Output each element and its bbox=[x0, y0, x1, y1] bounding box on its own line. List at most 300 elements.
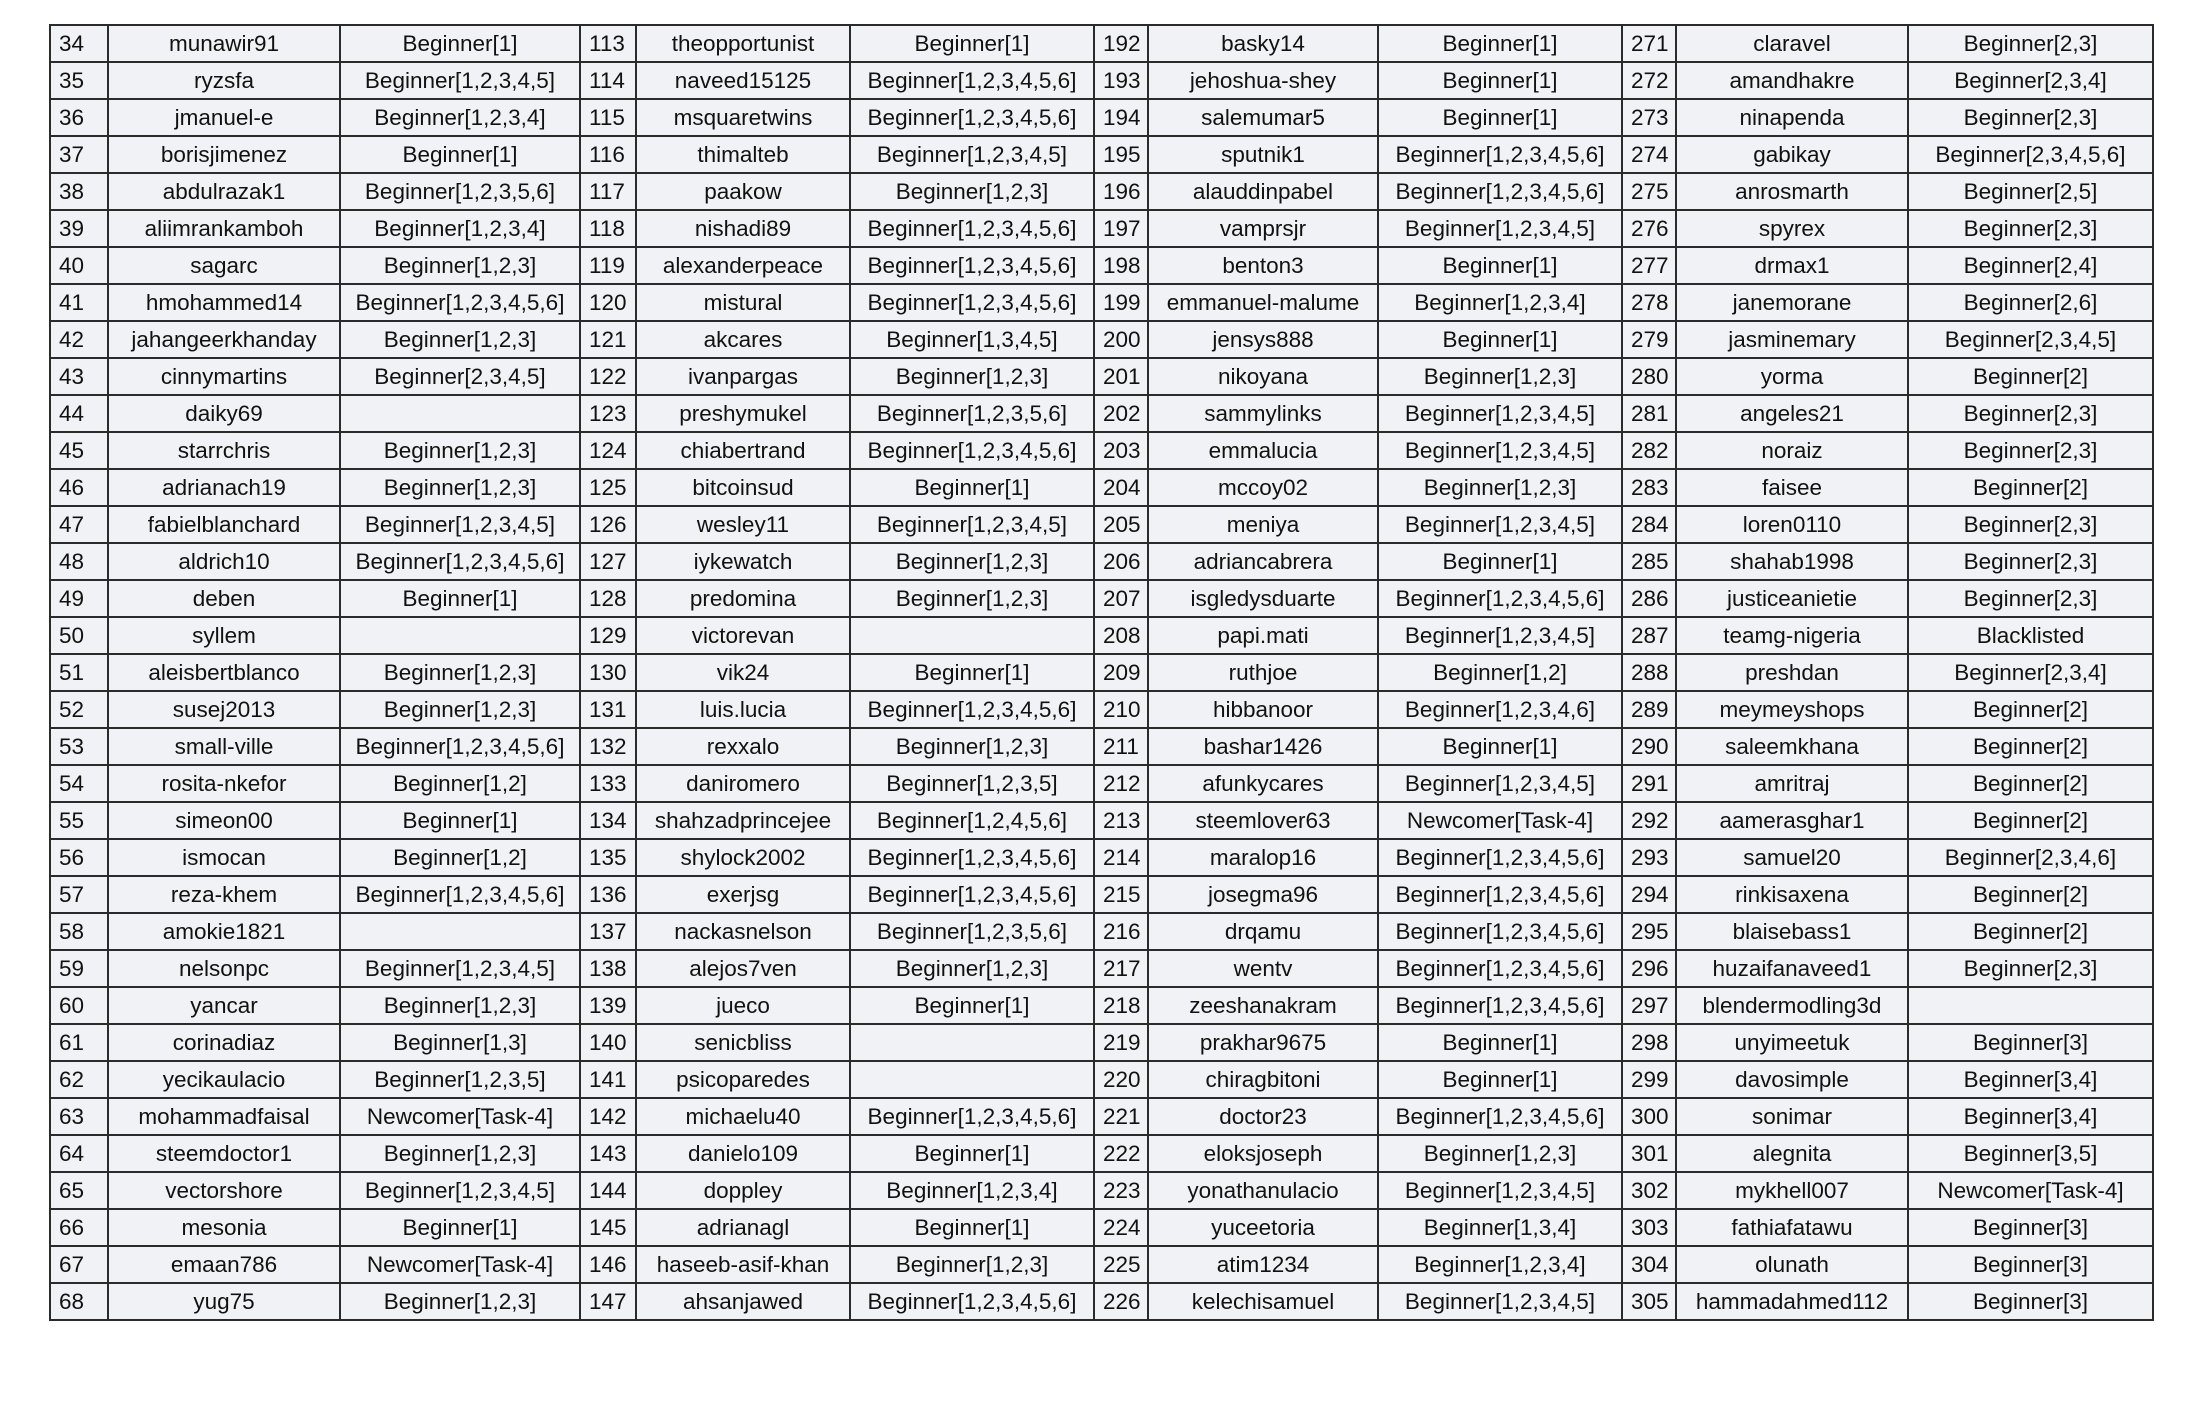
level-status-cell: Beginner[1,2,3,4,5,6] bbox=[850, 284, 1094, 321]
username-cell: ryzsfa bbox=[108, 62, 340, 99]
username-cell: bitcoinsud bbox=[636, 469, 850, 506]
username-cell: nelsonpc bbox=[108, 950, 340, 987]
entry-number-cell: 51 bbox=[50, 654, 108, 691]
entry-number-cell: 288 bbox=[1622, 654, 1676, 691]
entry-number-cell: 36 bbox=[50, 99, 108, 136]
entry-number-cell: 56 bbox=[50, 839, 108, 876]
entry-number-cell: 114 bbox=[580, 62, 636, 99]
level-status-cell: Beginner[1,2,3,4,5,6] bbox=[850, 247, 1094, 284]
entry-number-cell: 282 bbox=[1622, 432, 1676, 469]
entry-number-cell: 141 bbox=[580, 1061, 636, 1098]
entry-number-cell: 281 bbox=[1622, 395, 1676, 432]
username-cell: loren0110 bbox=[1676, 506, 1908, 543]
entry-number-cell: 209 bbox=[1094, 654, 1148, 691]
level-status-cell: Beginner[3] bbox=[1908, 1283, 2153, 1320]
level-status-cell: Beginner[1,3,4] bbox=[1378, 1209, 1622, 1246]
username-cell: aliimrankamboh bbox=[108, 210, 340, 247]
entry-number-cell: 113 bbox=[580, 25, 636, 62]
username-cell: mohammadfaisal bbox=[108, 1098, 340, 1135]
level-status-cell: Beginner[1,2,3] bbox=[850, 950, 1094, 987]
username-cell: eloksjoseph bbox=[1148, 1135, 1378, 1172]
entry-number-cell: 125 bbox=[580, 469, 636, 506]
level-status-cell: Beginner[2,3] bbox=[1908, 543, 2153, 580]
username-cell: nishadi89 bbox=[636, 210, 850, 247]
username-cell: mccoy02 bbox=[1148, 469, 1378, 506]
username-cell: reza-khem bbox=[108, 876, 340, 913]
username-cell: bashar1426 bbox=[1148, 728, 1378, 765]
level-status-cell: Beginner[2,3] bbox=[1908, 432, 2153, 469]
username-cell: faisee bbox=[1676, 469, 1908, 506]
entry-number-cell: 55 bbox=[50, 802, 108, 839]
username-cell: steemlover63 bbox=[1148, 802, 1378, 839]
username-cell: hammadahmed112 bbox=[1676, 1283, 1908, 1320]
entry-number-cell: 38 bbox=[50, 173, 108, 210]
entry-number-cell: 65 bbox=[50, 1172, 108, 1209]
level-status-cell bbox=[1908, 987, 2153, 1024]
level-status-cell: Beginner[1,2,3,4,5] bbox=[1378, 1172, 1622, 1209]
table-row bbox=[50, 469, 2153, 506]
level-status-cell: Beginner[1,2,3,4,5] bbox=[1378, 432, 1622, 469]
level-status-cell: Beginner[2,3] bbox=[1908, 580, 2153, 617]
username-cell: jueco bbox=[636, 987, 850, 1024]
entry-number-cell: 216 bbox=[1094, 913, 1148, 950]
table-row bbox=[50, 876, 2153, 913]
level-status-cell bbox=[850, 1061, 1094, 1098]
table-body bbox=[50, 25, 2153, 1320]
username-cell: papi.mati bbox=[1148, 617, 1378, 654]
username-cell: isgledysduarte bbox=[1148, 580, 1378, 617]
level-status-cell: Beginner[2,3,4,5] bbox=[340, 358, 580, 395]
username-cell: aleisbertblanco bbox=[108, 654, 340, 691]
username-cell: maralop16 bbox=[1148, 839, 1378, 876]
table-row bbox=[50, 580, 2153, 617]
username-cell: yorma bbox=[1676, 358, 1908, 395]
entry-number-cell: 115 bbox=[580, 99, 636, 136]
entry-number-cell: 291 bbox=[1622, 765, 1676, 802]
entry-number-cell: 203 bbox=[1094, 432, 1148, 469]
level-status-cell: Beginner[1,2,3] bbox=[850, 1246, 1094, 1283]
username-cell: fabielblanchard bbox=[108, 506, 340, 543]
table-row bbox=[50, 1024, 2153, 1061]
level-status-cell: Beginner[1,2,3] bbox=[340, 1283, 580, 1320]
level-status-cell: Beginner[1,2,3,5] bbox=[850, 765, 1094, 802]
entry-number-cell: 122 bbox=[580, 358, 636, 395]
entry-number-cell: 40 bbox=[50, 247, 108, 284]
entry-number-cell: 296 bbox=[1622, 950, 1676, 987]
entry-number-cell: 52 bbox=[50, 691, 108, 728]
entry-number-cell: 224 bbox=[1094, 1209, 1148, 1246]
level-status-cell: Beginner[1,2,3,4,5,6] bbox=[850, 99, 1094, 136]
level-status-cell: Beginner[1,2,3,4,5] bbox=[1378, 1283, 1622, 1320]
entry-number-cell: 41 bbox=[50, 284, 108, 321]
level-status-cell: Beginner[1,2,3,4,5,6] bbox=[850, 876, 1094, 913]
table-row bbox=[50, 1283, 2153, 1320]
level-status-cell: Beginner[2] bbox=[1908, 876, 2153, 913]
username-cell: alexanderpeace bbox=[636, 247, 850, 284]
level-status-cell: Beginner[1,2,3] bbox=[1378, 358, 1622, 395]
entry-number-cell: 197 bbox=[1094, 210, 1148, 247]
username-cell: adriancabrera bbox=[1148, 543, 1378, 580]
level-status-cell: Beginner[2] bbox=[1908, 913, 2153, 950]
level-status-cell: Beginner[2] bbox=[1908, 469, 2153, 506]
username-cell: borisjimenez bbox=[108, 136, 340, 173]
entry-number-cell: 124 bbox=[580, 432, 636, 469]
entry-number-cell: 294 bbox=[1622, 876, 1676, 913]
entry-number-cell: 201 bbox=[1094, 358, 1148, 395]
entry-number-cell: 129 bbox=[580, 617, 636, 654]
entry-number-cell: 42 bbox=[50, 321, 108, 358]
level-status-cell: Beginner[3] bbox=[1908, 1246, 2153, 1283]
username-cell: senicbliss bbox=[636, 1024, 850, 1061]
username-cell: claravel bbox=[1676, 25, 1908, 62]
entry-number-cell: 143 bbox=[580, 1135, 636, 1172]
username-cell: nackasnelson bbox=[636, 913, 850, 950]
level-status-cell: Beginner[1,2,3] bbox=[340, 432, 580, 469]
username-cell: nikoyana bbox=[1148, 358, 1378, 395]
entry-number-cell: 35 bbox=[50, 62, 108, 99]
level-status-cell: Beginner[1,2,3,4,5,6] bbox=[1378, 580, 1622, 617]
username-cell: amokie1821 bbox=[108, 913, 340, 950]
level-status-cell: Beginner[1,2,3,5,6] bbox=[340, 173, 580, 210]
entry-number-cell: 211 bbox=[1094, 728, 1148, 765]
entry-number-cell: 286 bbox=[1622, 580, 1676, 617]
username-cell: jahangeerkhanday bbox=[108, 321, 340, 358]
table-row bbox=[50, 506, 2153, 543]
level-status-cell: Beginner[1,2,3] bbox=[340, 321, 580, 358]
entry-number-cell: 219 bbox=[1094, 1024, 1148, 1061]
level-status-cell: Beginner[1,2,3] bbox=[340, 469, 580, 506]
username-cell: msquaretwins bbox=[636, 99, 850, 136]
entry-number-cell: 66 bbox=[50, 1209, 108, 1246]
username-cell: ruthjoe bbox=[1148, 654, 1378, 691]
username-cell: kelechisamuel bbox=[1148, 1283, 1378, 1320]
entry-number-cell: 45 bbox=[50, 432, 108, 469]
entry-number-cell: 303 bbox=[1622, 1209, 1676, 1246]
username-cell: exerjsg bbox=[636, 876, 850, 913]
level-status-cell: Beginner[1,2,3,4,5,6] bbox=[850, 839, 1094, 876]
entry-number-cell: 284 bbox=[1622, 506, 1676, 543]
level-status-cell: Beginner[1,2,3,4,5,6] bbox=[340, 728, 580, 765]
entry-number-cell: 134 bbox=[580, 802, 636, 839]
entry-number-cell: 133 bbox=[580, 765, 636, 802]
level-status-cell: Beginner[1,2,3,4,5,6] bbox=[850, 432, 1094, 469]
level-status-cell: Newcomer[Task-4] bbox=[340, 1246, 580, 1283]
username-cell: abdulrazak1 bbox=[108, 173, 340, 210]
level-status-cell: Blacklisted bbox=[1908, 617, 2153, 654]
participant-table bbox=[49, 24, 2154, 1321]
entry-number-cell: 222 bbox=[1094, 1135, 1148, 1172]
username-cell: drmax1 bbox=[1676, 247, 1908, 284]
level-status-cell: Beginner[1,2] bbox=[340, 765, 580, 802]
username-cell: wesley11 bbox=[636, 506, 850, 543]
username-cell: afunkycares bbox=[1148, 765, 1378, 802]
entry-number-cell: 278 bbox=[1622, 284, 1676, 321]
username-cell: ivanpargas bbox=[636, 358, 850, 395]
table-row bbox=[50, 99, 2153, 136]
level-status-cell: Beginner[1] bbox=[850, 25, 1094, 62]
level-status-cell: Beginner[1,2,3] bbox=[340, 987, 580, 1024]
level-status-cell: Beginner[1,2,3,4,5] bbox=[1378, 210, 1622, 247]
level-status-cell: Beginner[2] bbox=[1908, 802, 2153, 839]
username-cell: alegnita bbox=[1676, 1135, 1908, 1172]
username-cell: psicoparedes bbox=[636, 1061, 850, 1098]
level-status-cell: Beginner[1,2,3,4,5,6] bbox=[1378, 839, 1622, 876]
entry-number-cell: 127 bbox=[580, 543, 636, 580]
level-status-cell: Beginner[2,5] bbox=[1908, 173, 2153, 210]
table-row bbox=[50, 728, 2153, 765]
username-cell: salemumar5 bbox=[1148, 99, 1378, 136]
username-cell: jmanuel-e bbox=[108, 99, 340, 136]
entry-number-cell: 118 bbox=[580, 210, 636, 247]
entry-number-cell: 57 bbox=[50, 876, 108, 913]
level-status-cell: Beginner[1,2,3] bbox=[850, 580, 1094, 617]
username-cell: blendermodling3d bbox=[1676, 987, 1908, 1024]
table-row bbox=[50, 210, 2153, 247]
level-status-cell: Beginner[1] bbox=[340, 25, 580, 62]
entry-number-cell: 123 bbox=[580, 395, 636, 432]
entry-number-cell: 117 bbox=[580, 173, 636, 210]
level-status-cell: Beginner[1] bbox=[1378, 1024, 1622, 1061]
entry-number-cell: 298 bbox=[1622, 1024, 1676, 1061]
level-status-cell: Beginner[1,2,3,4,5,6] bbox=[1378, 913, 1622, 950]
entry-number-cell: 301 bbox=[1622, 1135, 1676, 1172]
table-row bbox=[50, 136, 2153, 173]
level-status-cell: Beginner[1] bbox=[850, 654, 1094, 691]
entry-number-cell: 47 bbox=[50, 506, 108, 543]
level-status-cell: Beginner[1,2,3,4,5] bbox=[1378, 617, 1622, 654]
entry-number-cell: 280 bbox=[1622, 358, 1676, 395]
level-status-cell: Beginner[1,2,3] bbox=[340, 1135, 580, 1172]
entry-number-cell: 276 bbox=[1622, 210, 1676, 247]
level-status-cell: Beginner[1,2,3] bbox=[340, 247, 580, 284]
entry-number-cell: 193 bbox=[1094, 62, 1148, 99]
level-status-cell bbox=[340, 395, 580, 432]
username-cell: unyimeetuk bbox=[1676, 1024, 1908, 1061]
username-cell: basky14 bbox=[1148, 25, 1378, 62]
username-cell: daniromero bbox=[636, 765, 850, 802]
entry-number-cell: 48 bbox=[50, 543, 108, 580]
level-status-cell: Beginner[1] bbox=[340, 802, 580, 839]
level-status-cell: Beginner[1,2,3,4,5,6] bbox=[850, 1098, 1094, 1135]
username-cell: corinadiaz bbox=[108, 1024, 340, 1061]
entry-number-cell: 204 bbox=[1094, 469, 1148, 506]
table-row bbox=[50, 1246, 2153, 1283]
entry-number-cell: 59 bbox=[50, 950, 108, 987]
username-cell: benton3 bbox=[1148, 247, 1378, 284]
entry-number-cell: 34 bbox=[50, 25, 108, 62]
level-status-cell: Beginner[1,2,3,4,5,6] bbox=[1378, 876, 1622, 913]
level-status-cell: Beginner[3] bbox=[1908, 1024, 2153, 1061]
entry-number-cell: 54 bbox=[50, 765, 108, 802]
entry-number-cell: 126 bbox=[580, 506, 636, 543]
level-status-cell: Beginner[2,3] bbox=[1908, 395, 2153, 432]
level-status-cell: Beginner[1,2,3,4,5,6] bbox=[1378, 173, 1622, 210]
level-status-cell: Beginner[1,2,3,4,5] bbox=[850, 136, 1094, 173]
username-cell: teamg-nigeria bbox=[1676, 617, 1908, 654]
level-status-cell: Beginner[1,2,3,4] bbox=[340, 210, 580, 247]
username-cell: daiky69 bbox=[108, 395, 340, 432]
level-status-cell: Beginner[2,3] bbox=[1908, 210, 2153, 247]
level-status-cell: Beginner[1] bbox=[1378, 1061, 1622, 1098]
table-row bbox=[50, 247, 2153, 284]
table-row bbox=[50, 950, 2153, 987]
entry-number-cell: 217 bbox=[1094, 950, 1148, 987]
entry-number-cell: 208 bbox=[1094, 617, 1148, 654]
username-cell: mykhell007 bbox=[1676, 1172, 1908, 1209]
entry-number-cell: 272 bbox=[1622, 62, 1676, 99]
level-status-cell: Newcomer[Task-4] bbox=[340, 1098, 580, 1135]
level-status-cell: Beginner[1,2] bbox=[340, 839, 580, 876]
table-row bbox=[50, 395, 2153, 432]
level-status-cell: Beginner[1,2,3,4,5] bbox=[340, 62, 580, 99]
level-status-cell: Beginner[1,2,3] bbox=[340, 654, 580, 691]
level-status-cell: Beginner[1,2,3,4,5] bbox=[1378, 395, 1622, 432]
entry-number-cell: 49 bbox=[50, 580, 108, 617]
level-status-cell: Beginner[2,3] bbox=[1908, 506, 2153, 543]
username-cell: sonimar bbox=[1676, 1098, 1908, 1135]
level-status-cell: Beginner[2,3,4] bbox=[1908, 654, 2153, 691]
entry-number-cell: 290 bbox=[1622, 728, 1676, 765]
entry-number-cell: 192 bbox=[1094, 25, 1148, 62]
entry-number-cell: 64 bbox=[50, 1135, 108, 1172]
entry-number-cell: 293 bbox=[1622, 839, 1676, 876]
username-cell: aamerasghar1 bbox=[1676, 802, 1908, 839]
level-status-cell: Beginner[1,2,3,4,5] bbox=[1378, 765, 1622, 802]
entry-number-cell: 137 bbox=[580, 913, 636, 950]
table-row bbox=[50, 358, 2153, 395]
level-status-cell: Beginner[1,2,3,4,5,6] bbox=[340, 284, 580, 321]
entry-number-cell: 135 bbox=[580, 839, 636, 876]
level-status-cell: Beginner[2] bbox=[1908, 358, 2153, 395]
level-status-cell: Newcomer[Task-4] bbox=[1908, 1172, 2153, 1209]
level-status-cell: Beginner[1,2,3,4,5] bbox=[850, 506, 1094, 543]
username-cell: naveed15125 bbox=[636, 62, 850, 99]
entry-number-cell: 139 bbox=[580, 987, 636, 1024]
level-status-cell: Beginner[1] bbox=[850, 1209, 1094, 1246]
table-row bbox=[50, 284, 2153, 321]
username-cell: rexxalo bbox=[636, 728, 850, 765]
username-cell: small-ville bbox=[108, 728, 340, 765]
level-status-cell: Beginner[1] bbox=[1378, 543, 1622, 580]
username-cell: yuceetoria bbox=[1148, 1209, 1378, 1246]
level-status-cell: Beginner[3,4] bbox=[1908, 1098, 2153, 1135]
entry-number-cell: 132 bbox=[580, 728, 636, 765]
username-cell: predomina bbox=[636, 580, 850, 617]
entry-number-cell: 297 bbox=[1622, 987, 1676, 1024]
username-cell: susej2013 bbox=[108, 691, 340, 728]
username-cell: josegma96 bbox=[1148, 876, 1378, 913]
username-cell: drqamu bbox=[1148, 913, 1378, 950]
table-row bbox=[50, 1135, 2153, 1172]
username-cell: vectorshore bbox=[108, 1172, 340, 1209]
entry-number-cell: 119 bbox=[580, 247, 636, 284]
entry-number-cell: 289 bbox=[1622, 691, 1676, 728]
username-cell: saleemkhana bbox=[1676, 728, 1908, 765]
entry-number-cell: 200 bbox=[1094, 321, 1148, 358]
level-status-cell: Beginner[1,2,3,4,5,6] bbox=[1378, 136, 1622, 173]
username-cell: ninapenda bbox=[1676, 99, 1908, 136]
entry-number-cell: 223 bbox=[1094, 1172, 1148, 1209]
username-cell: alauddinpabel bbox=[1148, 173, 1378, 210]
username-cell: spyrex bbox=[1676, 210, 1908, 247]
table-row bbox=[50, 25, 2153, 62]
username-cell: yug75 bbox=[108, 1283, 340, 1320]
entry-number-cell: 63 bbox=[50, 1098, 108, 1135]
level-status-cell: Beginner[1,2,3,4,6] bbox=[1378, 691, 1622, 728]
username-cell: yecikaulacio bbox=[108, 1061, 340, 1098]
level-status-cell: Beginner[1] bbox=[340, 1209, 580, 1246]
username-cell: luis.lucia bbox=[636, 691, 850, 728]
username-cell: amandhakre bbox=[1676, 62, 1908, 99]
entry-number-cell: 305 bbox=[1622, 1283, 1676, 1320]
entry-number-cell: 60 bbox=[50, 987, 108, 1024]
entry-number-cell: 207 bbox=[1094, 580, 1148, 617]
level-status-cell: Beginner[1,2,3,5] bbox=[340, 1061, 580, 1098]
username-cell: doctor23 bbox=[1148, 1098, 1378, 1135]
level-status-cell: Beginner[2,3,4,5] bbox=[1908, 321, 2153, 358]
table-row bbox=[50, 913, 2153, 950]
entry-number-cell: 195 bbox=[1094, 136, 1148, 173]
table-row bbox=[50, 543, 2153, 580]
entry-number-cell: 196 bbox=[1094, 173, 1148, 210]
username-cell: rinkisaxena bbox=[1676, 876, 1908, 913]
entry-number-cell: 214 bbox=[1094, 839, 1148, 876]
username-cell: ismocan bbox=[108, 839, 340, 876]
table-row bbox=[50, 1172, 2153, 1209]
entry-number-cell: 295 bbox=[1622, 913, 1676, 950]
username-cell: simeon00 bbox=[108, 802, 340, 839]
username-cell: doppley bbox=[636, 1172, 850, 1209]
username-cell: iykewatch bbox=[636, 543, 850, 580]
level-status-cell: Beginner[3,4] bbox=[1908, 1061, 2153, 1098]
username-cell: haseeb-asif-khan bbox=[636, 1246, 850, 1283]
table-row bbox=[50, 1061, 2153, 1098]
entry-number-cell: 43 bbox=[50, 358, 108, 395]
username-cell: emmalucia bbox=[1148, 432, 1378, 469]
level-status-cell bbox=[340, 617, 580, 654]
level-status-cell: Beginner[2] bbox=[1908, 765, 2153, 802]
entry-number-cell: 210 bbox=[1094, 691, 1148, 728]
entry-number-cell: 212 bbox=[1094, 765, 1148, 802]
table-row bbox=[50, 802, 2153, 839]
level-status-cell: Beginner[1,2,3,4,5,6] bbox=[850, 691, 1094, 728]
username-cell: cinnymartins bbox=[108, 358, 340, 395]
level-status-cell: Beginner[1,2,3,4,5,6] bbox=[340, 543, 580, 580]
level-status-cell: Beginner[2,3] bbox=[1908, 25, 2153, 62]
entry-number-cell: 220 bbox=[1094, 1061, 1148, 1098]
username-cell: olunath bbox=[1676, 1246, 1908, 1283]
username-cell: huzaifanaveed1 bbox=[1676, 950, 1908, 987]
level-status-cell: Beginner[1] bbox=[340, 580, 580, 617]
username-cell: theopportunist bbox=[636, 25, 850, 62]
level-status-cell: Beginner[1,2,3] bbox=[850, 358, 1094, 395]
username-cell: rosita-nkefor bbox=[108, 765, 340, 802]
level-status-cell: Beginner[1] bbox=[1378, 247, 1622, 284]
username-cell: jasminemary bbox=[1676, 321, 1908, 358]
level-status-cell bbox=[850, 1024, 1094, 1061]
table-row bbox=[50, 654, 2153, 691]
level-status-cell: Beginner[2,4] bbox=[1908, 247, 2153, 284]
username-cell: adrianagl bbox=[636, 1209, 850, 1246]
level-status-cell: Beginner[1,2,3,4,5,6] bbox=[340, 876, 580, 913]
entry-number-cell: 274 bbox=[1622, 136, 1676, 173]
username-cell: alejos7ven bbox=[636, 950, 850, 987]
entry-number-cell: 299 bbox=[1622, 1061, 1676, 1098]
entry-number-cell: 68 bbox=[50, 1283, 108, 1320]
level-status-cell: Beginner[1,2,3,4,5] bbox=[340, 1172, 580, 1209]
level-status-cell: Beginner[1,2,3] bbox=[850, 173, 1094, 210]
level-status-cell: Beginner[1] bbox=[850, 469, 1094, 506]
